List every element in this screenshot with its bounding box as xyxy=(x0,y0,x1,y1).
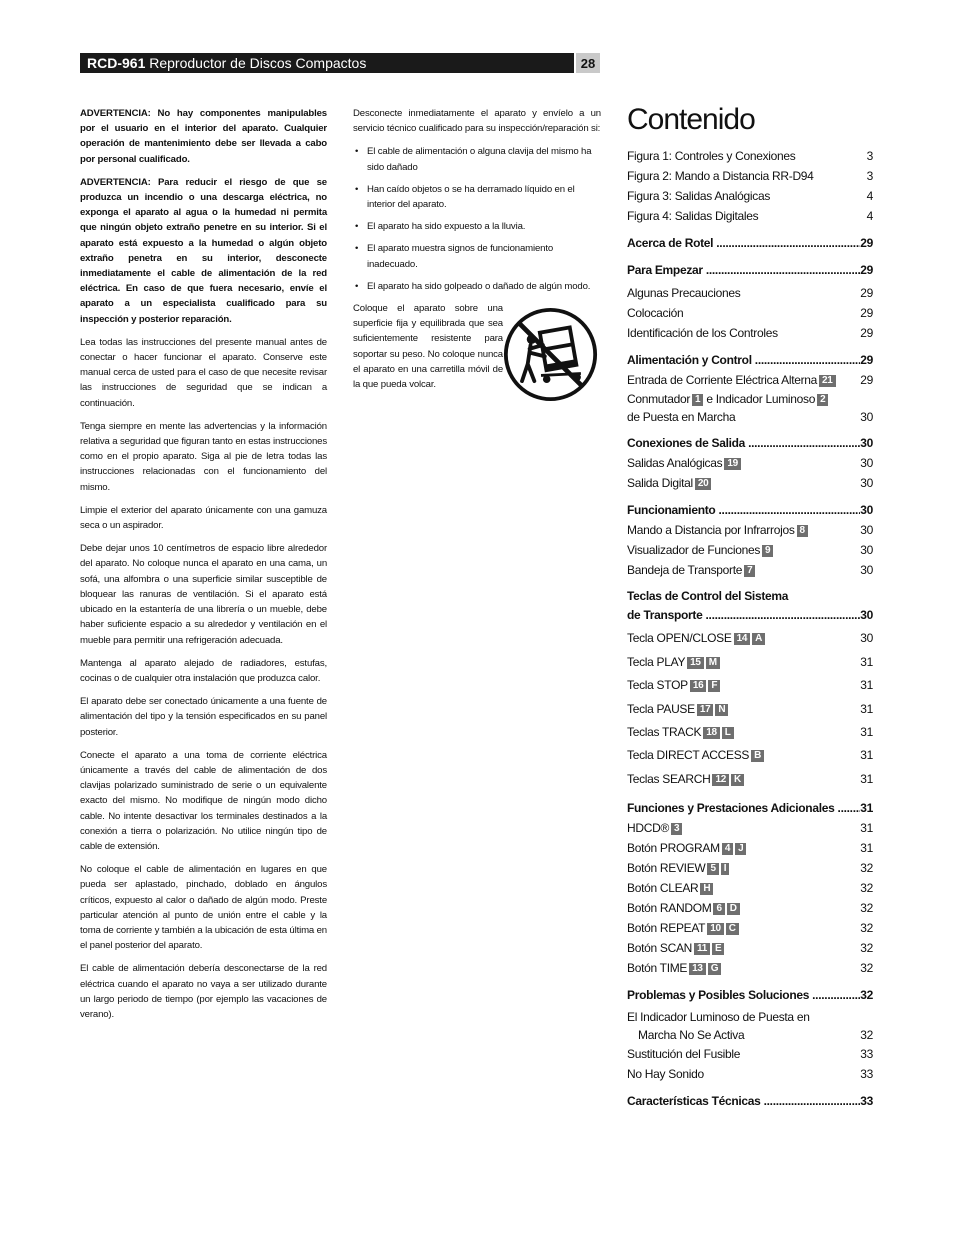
toc-entry[interactable]: Identificación de los Controles 29 xyxy=(627,326,873,340)
page-header xyxy=(80,53,574,73)
toc-section[interactable]: Conexiones de Salida ..... 30 xyxy=(627,433,873,453)
toc-entry[interactable]: Botón TIME 13 G 32 xyxy=(627,960,873,975)
toc-entry[interactable]: Entrada de Corriente Eléctrica Alterna 21 29 xyxy=(627,373,873,387)
toc-entry[interactable]: Marcha No Se Activa 32 xyxy=(638,1027,873,1042)
toc-title: Contenido xyxy=(627,103,755,136)
toc-entry[interactable]: Teclas SEARCH 12 K 31 xyxy=(627,771,873,786)
list-item: • Han caído objetos o se ha derramado líquido en el interior del aparato. xyxy=(353,182,601,212)
body-paragraph: Mantenga al aparato alejado de radiadores, estufas, cocinas o de cualquier otra instalación que produzca calor. xyxy=(80,657,327,684)
control-number-badge: 5 xyxy=(707,863,718,875)
toc-entry[interactable]: Bandeja de Transporte 7 30 xyxy=(627,563,873,577)
body-paragraph: No coloque el cable de alimentación en lugares en que pueda ser aplastado, pinchado, doblado en ángulos críticos, expuesto al calor o dañado de algún modo. Preste particular atención al punto de unión entre el cable y la toma de corriente y también a la ubicación de esta última en el panel posterior del aparato. xyxy=(80,864,327,952)
toc-entry[interactable]: Botón SCAN 11 E 32 xyxy=(627,940,873,955)
body-paragraph: El cable de alimentación debería desconectarse de la red eléctrica cuando el aparato no vaya a ser utilizado durante un largo periodo de tiempo (por ejemplo las vacaciones de verano). xyxy=(80,963,327,1020)
control-letter-badge: G xyxy=(708,963,721,975)
toc-entry[interactable]: Figura 2: Mando a Distancia RR-D94 3 xyxy=(627,169,873,183)
control-number-badge: 21 xyxy=(819,375,836,387)
control-letter-badge: B xyxy=(751,750,764,762)
control-number-badge: 15 xyxy=(687,657,704,669)
control-number-badge: 11 xyxy=(694,943,710,955)
control-number-badge: 16 xyxy=(690,680,707,692)
warning-paragraph: ADVERTENCIA: No hay componentes manipulables por el usuario en el interior del aparato. Cualquier operación de mantenimiento debe ser llevada a cabo por personal cualificado. xyxy=(80,108,327,165)
toc-entry[interactable]: Teclas TRACK 18 L 31 xyxy=(627,724,873,739)
hazard-list xyxy=(353,144,601,294)
toc-section[interactable]: Teclas de Control del Sistema xyxy=(627,589,789,603)
no-cart-tipping-icon xyxy=(503,307,598,402)
control-letter-badge: M xyxy=(706,657,720,669)
toc-entry[interactable]: Colocación 29 xyxy=(627,306,873,320)
control-number-badge: 7 xyxy=(744,565,755,577)
control-letter-badge: F xyxy=(708,680,720,692)
toc-entry[interactable]: Tecla DIRECT ACCESS B 31 xyxy=(627,748,873,763)
body-paragraph: Desconecte inmediatamente el aparato y envíelo a un servicio técnico cualificado para su inspección/reparación si: xyxy=(353,108,601,135)
toc-entry[interactable]: de Puesta en Marcha 30 xyxy=(627,410,873,424)
body-paragraph: Debe dejar unos 10 centímetros de espacio libre alrededor del aparato. No coloque nunca el aparato en una cama, un sofá, una alfombra o una superficie similar susceptible de bloquear las ranuras de ventilación. Si el aparato está ubicado en la estantería de una librería o un mueble, debe haber suficiente espacio a su alrededor y ventilación en el mueble para permitir una refrigeración adecuada. xyxy=(80,543,327,646)
control-letter-badge: E xyxy=(712,943,724,955)
control-letter-badge: D xyxy=(727,903,740,915)
toc-entry[interactable]: Salida Digital 20 30 xyxy=(627,476,873,490)
toc-entry[interactable]: Botón REVIEW 5 I 32 xyxy=(627,860,873,875)
control-number-badge: 10 xyxy=(707,923,724,935)
table-of-contents xyxy=(627,100,873,1111)
toc-section[interactable]: Alimentación y Control ..... 29 xyxy=(627,350,873,370)
toc-entry[interactable]: Tecla PLAY 15 M 31 xyxy=(627,654,873,669)
control-number-badge: 14 xyxy=(734,633,751,645)
toc-entry[interactable]: Sustitución del Fusible 33 xyxy=(627,1046,873,1061)
list-item: • El aparato ha sido golpeado o dañado de algún modo. xyxy=(353,279,601,294)
body-paragraph: El aparato debe ser conectado únicamente a una fuente de alimentación del tipo y la tensión especificados en su panel posterior. xyxy=(80,696,327,738)
cart-warning xyxy=(353,301,601,392)
toc-entry[interactable]: Conmutador 1 e Indicador Luminoso 2 xyxy=(627,390,873,408)
control-letter-badge: N xyxy=(715,704,728,716)
body-paragraph: Tenga siempre en mente las advertencias y la información relativa a seguridad que figuran tanto en estas instrucciones como en el propio aparato. Siga al pie de letra todas las instrucciones relacionadas con el funcionamiento del mismo. xyxy=(80,420,327,493)
control-letter-badge: L xyxy=(722,727,734,739)
toc-entry[interactable]: Botón PROGRAM 4 J 31 xyxy=(627,840,873,855)
toc-section[interactable]: Acerca de Rotel ..... 29 xyxy=(627,233,873,253)
toc-entry[interactable]: Tecla PAUSE 17 N 31 xyxy=(627,701,873,716)
toc-section[interactable]: Para Empezar ..... 29 xyxy=(627,260,873,280)
control-number-badge: 6 xyxy=(713,903,724,915)
toc-entry[interactable]: Figura 1: Controles y Conexiones 3 xyxy=(627,149,873,163)
toc-entry[interactable]: Botón CLEAR H 32 xyxy=(627,880,873,895)
control-letter-badge: H xyxy=(700,883,713,895)
list-item: • El aparato muestra signos de funcionamiento inadecuado. xyxy=(353,241,601,271)
toc-entry[interactable]: Figura 4: Salidas Digitales 4 xyxy=(627,209,873,223)
control-letter-badge: K xyxy=(731,774,744,786)
toc-entry[interactable]: El Indicador Luminoso de Puesta en xyxy=(627,1009,810,1024)
toc-entry[interactable]: Algunas Precauciones 29 xyxy=(627,286,873,300)
toc-entry[interactable]: Visualizador de Funciones 9 30 xyxy=(627,543,873,557)
list-item: • El cable de alimentación o alguna clavija del mismo ha sido dañado xyxy=(353,144,601,174)
control-letter-badge: I xyxy=(721,863,729,875)
control-number-badge: 13 xyxy=(689,963,706,975)
control-number-badge: 2 xyxy=(817,394,828,406)
control-number-badge: 3 xyxy=(671,823,682,835)
control-number-badge: 20 xyxy=(695,478,712,490)
toc-section[interactable]: Problemas y Posibles Soluciones ..... 32 xyxy=(627,985,873,1005)
toc-section[interactable]: de Transporte ..... 30 xyxy=(627,606,873,625)
page-number: 28 xyxy=(576,53,600,73)
toc-section[interactable]: Funciones y Prestaciones Adicionales ..... 31 xyxy=(627,798,873,818)
control-number-badge: 19 xyxy=(724,458,741,470)
control-number-badge: 9 xyxy=(762,545,773,557)
header-subtitle: Reproductor de Discos Compactos xyxy=(149,55,367,71)
control-number-badge: 17 xyxy=(697,704,714,716)
control-number-badge: 1 xyxy=(692,394,703,406)
toc-entry[interactable]: Figura 3: Salidas Analógicas 4 xyxy=(627,189,873,203)
body-paragraph: Conecte el aparato a una toma de corriente eléctrica únicamente a través del cable de alimentación de dos clavijas polarizado suministrado de serie o un equivalente exacto del mismo. No modifique de ningún modo dicho cable. No intente desactivar los terminales destinados a la conexión a tierra o polarización. No utilice ningún tipo de cable de extensión. xyxy=(80,749,327,852)
safety-column-2 xyxy=(353,106,601,400)
control-number-badge: 12 xyxy=(712,774,729,786)
model-name: RCD-961 xyxy=(87,55,146,71)
safety-column-1 xyxy=(80,106,327,1030)
control-number-badge: 8 xyxy=(797,525,808,537)
toc-section[interactable]: Características Técnicas ..... 33 xyxy=(627,1091,873,1111)
control-number-badge: 4 xyxy=(722,843,733,855)
toc-entry[interactable]: HDCD® 3 31 xyxy=(627,820,873,835)
toc-entry[interactable]: Mando a Distancia por Infrarrojos 8 30 xyxy=(627,523,873,537)
control-letter-badge: J xyxy=(735,843,746,855)
list-item: • El aparato ha sido expuesto a la lluvia. xyxy=(353,219,601,234)
control-number-badge: 18 xyxy=(703,727,720,739)
toc-entry[interactable]: Tecla OPEN/CLOSE 14 A 30 xyxy=(627,631,873,646)
toc-entry[interactable]: Botón REPEAT 10 C 32 xyxy=(627,920,873,935)
body-paragraph: Lea todas las instrucciones del presente manual antes de conectar o hacer funcionar el aparato. Conserve este manual cerca de usted para el caso de que necesite revisar las instrucciones de seguridad que se indican a continuación. xyxy=(80,336,327,409)
toc-entry[interactable]: Tecla STOP 16 F 31 xyxy=(627,678,873,693)
control-letter-badge: C xyxy=(726,923,739,935)
body-paragraph: Coloque el aparato sobre una superficie fija y equilibrada que sea suficientemente resistente para soportar su peso. No coloque nunca el aparato en una carretilla móvil de la que pueda volcar. xyxy=(353,303,503,391)
control-letter-badge: A xyxy=(752,633,765,645)
toc-entry[interactable]: No Hay Sonido 33 xyxy=(627,1066,873,1081)
toc-entry[interactable]: Salidas Analógicas 19 30 xyxy=(627,456,873,470)
warning-paragraph: ADVERTENCIA: Para reducir el riesgo de que se produzca un incendio o una descarga eléctrica, no exponga el aparato al agua o la humedad ni permita que ningún objeto extraño penetre en su interior. Si el aparato está expuesto a la humedad o algún objeto extraño penetra en su interior, desconecte inmediatamente el cable de alimentación de la red eléctrica. En caso de que fuera necesario, envíe el aparato a un especialista cualificado para su inspección y posterior reparación. xyxy=(80,176,327,325)
body-paragraph: Limpie el exterior del aparato únicamente con una gamuza seca o un aspirador. xyxy=(80,504,327,532)
toc-entry[interactable]: Botón RANDOM 6 D 32 xyxy=(627,900,873,915)
toc-section[interactable]: Funcionamiento ..... 30 xyxy=(627,500,873,520)
